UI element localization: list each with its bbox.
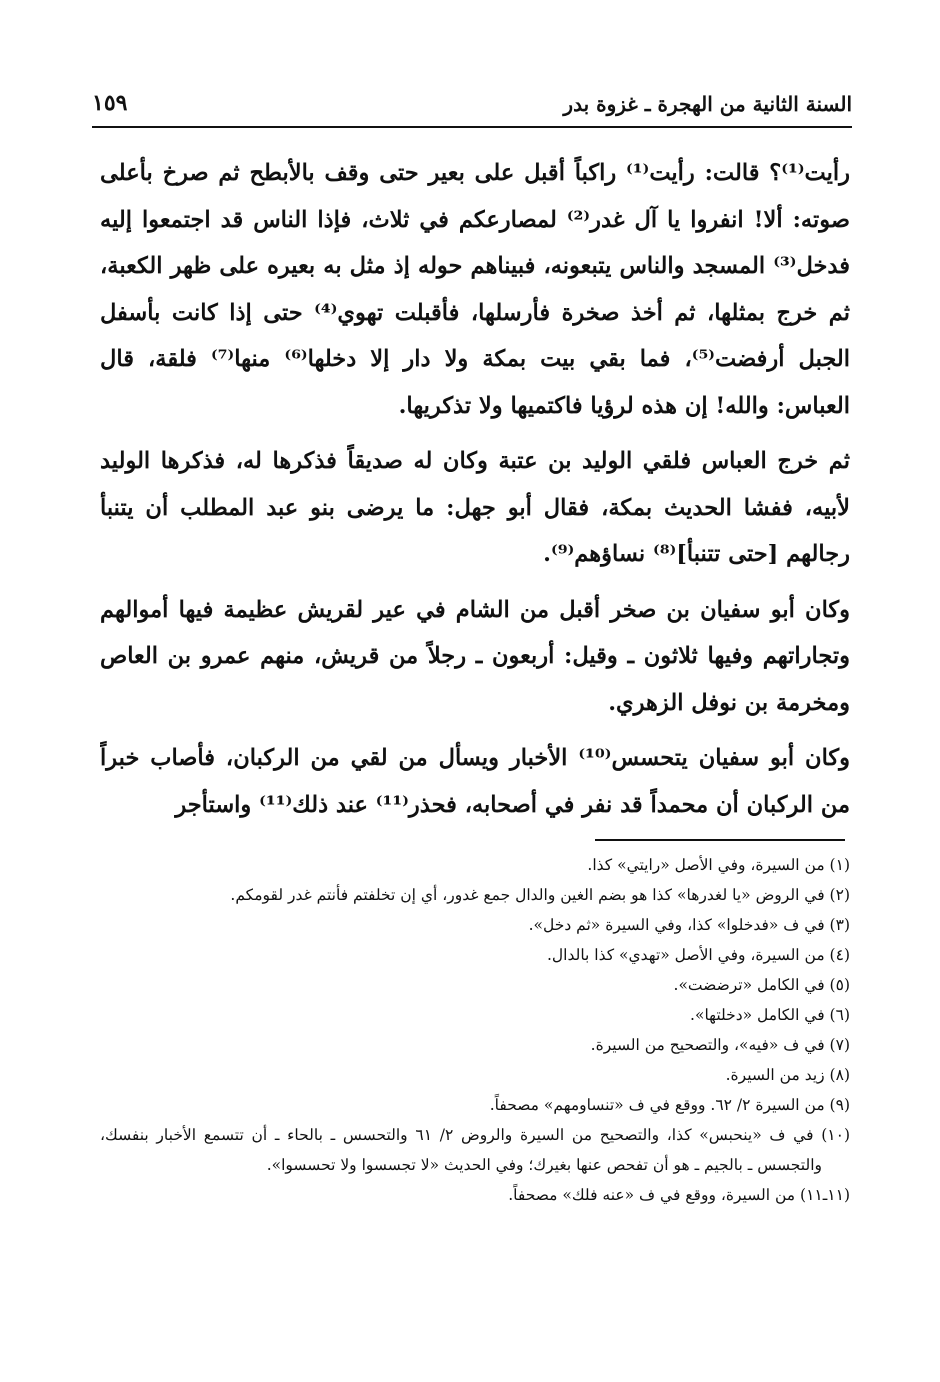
footnote-11: (١١ـ١١) من السيرة، ووقع في ف «عنه فلك» مصحفاً. bbox=[508, 1186, 850, 1204]
footnote-9: (٩) من السيرة ٢/ ٦٢. ووقع في ف «تنساومهم» مصحفاً. bbox=[489, 1096, 850, 1114]
footnote-3: (٣) في ف «فدخلوا» كذا، وفي السيرة «ثم دخل». bbox=[528, 916, 850, 934]
footnote-5: (٥) في الكامل «ترضضت». bbox=[673, 976, 850, 994]
page-number: ١٥٩ bbox=[92, 90, 128, 116]
footnote-7: (٧) في ف «فيه»، والتصحيح من السيرة. bbox=[590, 1036, 850, 1054]
footnote-4: (٤) من السيرة، وفي الأصل «تهدي» كذا بالدال. bbox=[546, 946, 850, 964]
footnote-10: (١٠) في ف «ينحبس» كذا، والتصحيح من السيرة والروض ٢/ ٦١ والتحسس ـ بالحاء ـ أن تتسمع الأخبار بنفسك، والتجسس ـ بالجيم ـ هو أن تفحص عنها بغيرك؛ وفي الحديث «لا تجسسوا ولا تحسسوا». bbox=[100, 1126, 850, 1174]
paragraph-4: وكان أبو سفيان يتحسس⁽¹⁰⁾ الأخبار ويسأل من لقي من الركبان، فأصاب خبراً من الركبان أن محمداً قد نفر في أصحابه، فحذر⁽¹¹⁾ عند ذلك⁽¹¹⁾ واستأجر bbox=[100, 745, 850, 818]
footnote-8: (٨) زيد من السيرة. bbox=[725, 1066, 850, 1084]
page-header bbox=[92, 86, 852, 128]
footnotes bbox=[100, 850, 850, 1280]
paragraph-2: ثم خرج العباس فلقي الوليد بن عتبة وكان له صديقاً فذكرها له، فذكرها الوليد لأبيه، ففشا الحديث بمكة، فقال أبو جهل: ما يرضى بنو عبد المطلب أن يتنبأ رجالهم [حتى تتنبأ]⁽⁸⁾ نساؤهم⁽⁹⁾. bbox=[100, 448, 850, 567]
running-title: السنة الثانية من الهجرة ـ غزوة بدر bbox=[563, 92, 852, 116]
main-text bbox=[100, 150, 850, 840]
paragraph-1: رأيت⁽¹⁾؟ قالت: رأيت⁽¹⁾ راكباً أقبل على بعير حتى وقف بالأبطح ثم صرخ بأعلى صوته: ألا! انفروا يا آل غدر⁽²⁾ لمصارعكم في ثلاث، فإذا الناس قد اجتمعوا إليه فدخل⁽³⁾ المسجد والناس يتبعونه، فبيناهم حوله إذ مثل به بعيره على ظهر الكعبة، ثم خرج بمثلها، ثم أخذ صخرة فأرسلها، فأقبلت تهوي⁽⁴⁾ حتى إذا كانت بأسفل الجبل أرفضت⁽⁵⁾، فما بقي بيت بمكة ولا دار إلا دخلها⁽⁶⁾ منها⁽⁷⁾ فلقة، قال العباس: والله! إن هذه لرؤيا فاكتميها ولا تذكريها. bbox=[100, 160, 850, 419]
paragraph-3: وكان أبو سفيان بن صخر أقبل من الشام في عير لقريش عظيمة فيها أموالهم وتجاراتهم وفيها ثلاثون ـ وقيل: أربعون ـ رجلاً من قريش، منهم عمرو بن العاص ومخرمة بن نوفل الزهري. bbox=[100, 596, 850, 716]
footnote-2: (٢) في الروض «يا لغدرها» كذا هو بضم الغين والدال جمع غدور، أي إن تخلفتم فأنتم غدر لقومكم. bbox=[230, 886, 850, 904]
footnote-separator bbox=[595, 839, 845, 841]
footnote-6: (٦) في الكامل «دخلتها». bbox=[690, 1006, 850, 1024]
footnote-1: (١) من السيرة، وفي الأصل «رايتي» كذا. bbox=[587, 856, 850, 874]
